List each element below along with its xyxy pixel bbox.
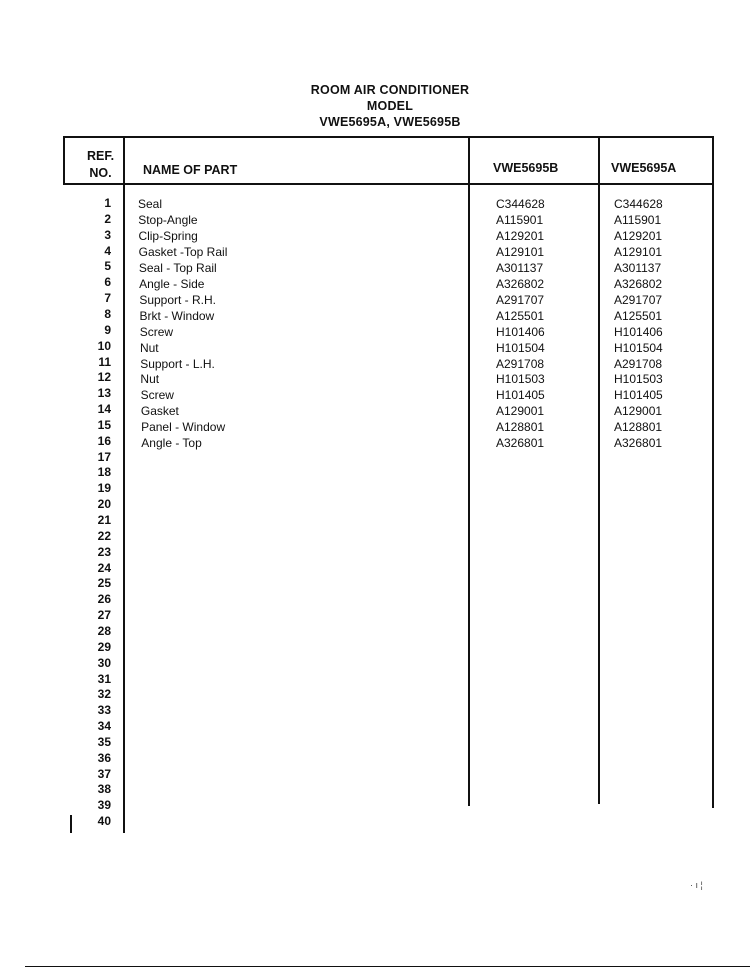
table-top-rule: [63, 136, 713, 138]
model-label: MODEL: [366, 99, 414, 113]
part-name: Support - L.H.: [140, 356, 215, 371]
part-number-vwe5695b: H101504: [496, 340, 545, 355]
part-number-vwe5695b: A291708: [496, 356, 545, 371]
ref-number: 26: [97, 592, 111, 607]
part-number-vwe5695a: A125501: [614, 308, 663, 323]
part-number-vwe5695a: A115901: [614, 212, 662, 227]
ref-number: 4: [104, 243, 111, 258]
name-column-divider: [468, 136, 470, 806]
part-number-vwe5695b: A326802: [496, 276, 545, 291]
ref-number: 17: [97, 449, 111, 464]
ref-number: 35: [97, 734, 111, 749]
ref-number: 8: [104, 306, 111, 321]
left-border: [63, 136, 65, 184]
ref-number: 36: [97, 750, 111, 765]
header-bottom-rule: [63, 183, 713, 185]
part-number-vwe5695a: H101406: [614, 324, 663, 339]
ref-number: 2: [104, 211, 111, 226]
part-name: Angle - Side: [139, 276, 205, 291]
ref-header-line1: REF.: [86, 149, 115, 163]
part-name: Seal - Top Rail: [138, 260, 217, 275]
model-numbers: VWE5695A, VWE5695B: [319, 115, 461, 129]
part-number-vwe5695a: H101405: [614, 388, 663, 403]
ref-no-header: [78, 148, 123, 182]
ref-number: 5: [104, 259, 111, 274]
part-number-vwe5695a: A301137: [614, 260, 662, 275]
ref-header-line2: NO.: [89, 166, 112, 180]
part-number-vwe5695a: A291708: [614, 356, 663, 371]
ref-number: 7: [104, 291, 111, 306]
part-name: Nut: [139, 340, 159, 355]
ref-number: 11: [98, 354, 111, 369]
page-bottom-rule: [25, 966, 750, 967]
ref-number: 10: [97, 338, 111, 353]
part-number-vwe5695b: A115901: [496, 212, 544, 227]
ref-number: 28: [97, 623, 111, 638]
ref-number: 19: [97, 481, 111, 496]
ref-number: 12: [97, 370, 111, 385]
document-title: ROOM AIR CONDITIONER: [310, 83, 470, 97]
ref-number: 14: [97, 402, 111, 417]
ref-number: 29: [97, 639, 111, 654]
left-border-lower: [70, 815, 72, 833]
part-number-vwe5695a: A326801: [614, 436, 663, 451]
ref-number: 37: [97, 766, 111, 781]
part-number-vwe5695b: H101503: [496, 372, 545, 387]
part-number-vwe5695a: A291707: [614, 292, 663, 307]
ref-number: 32: [97, 687, 111, 702]
ref-number: 27: [97, 608, 111, 623]
part-number-vwe5695b: A129201: [496, 228, 545, 243]
title-block: [240, 82, 540, 130]
part-number-vwe5695a: A129001: [614, 404, 663, 419]
part-name: Nut: [140, 372, 160, 387]
ref-number: 9: [104, 322, 111, 337]
part-name: Clip-Spring: [138, 228, 198, 243]
part-name: Gasket: [140, 404, 179, 419]
ref-number: 31: [97, 671, 111, 686]
part-number-vwe5695a: H101503: [614, 372, 663, 387]
part-number-vwe5695a: A129201: [614, 228, 663, 243]
col-b-header: VWE5695B: [493, 161, 559, 175]
ref-number: 33: [97, 703, 111, 718]
ref-number: 30: [97, 655, 111, 670]
part-number-vwe5695b: C344628: [496, 197, 545, 211]
part-number-vwe5695b: A326801: [496, 436, 545, 451]
part-name: Screw: [140, 388, 174, 403]
scan-mark: · ı ¦: [690, 880, 703, 890]
part-name: Gasket -Top Rail: [138, 244, 228, 259]
part-number-vwe5695b: H101406: [496, 324, 545, 339]
part-number-vwe5695b: H101405: [496, 388, 545, 403]
part-number-vwe5695a: A128801: [614, 420, 663, 435]
part-name: Stop-Angle: [138, 212, 198, 227]
ref-number: 15: [97, 417, 111, 432]
part-name: Angle - Top: [141, 436, 202, 451]
ref-number: 16: [97, 433, 111, 448]
part-number-vwe5695a: A326802: [614, 276, 663, 291]
ref-number: 3: [104, 227, 111, 242]
ref-number: 34: [97, 719, 111, 734]
ref-number: 25: [97, 576, 111, 591]
part-name: Panel - Window: [141, 420, 226, 435]
col-b-divider: [598, 136, 600, 804]
part-number-vwe5695b: A125501: [496, 308, 545, 323]
ref-number: 23: [97, 544, 111, 559]
col-a-header: VWE5695A: [611, 161, 677, 175]
part-name: Screw: [139, 324, 174, 339]
ref-number: 22: [97, 528, 111, 543]
part-number-vwe5695b: A129001: [496, 404, 545, 419]
part-name: Seal: [138, 197, 163, 211]
ref-column-divider: [123, 136, 125, 833]
ref-number: 38: [97, 782, 111, 797]
part-number-vwe5695a: C344628: [614, 197, 663, 211]
ref-number: 18: [97, 465, 111, 480]
ref-number: 24: [97, 560, 111, 575]
ref-number: 6: [104, 275, 111, 290]
ref-number: 13: [97, 386, 111, 401]
part-name: Support - R.H.: [139, 292, 217, 307]
part-number-vwe5695b: A128801: [496, 420, 545, 435]
ref-number: 1: [104, 196, 111, 210]
ref-number: 39: [97, 798, 111, 813]
name-of-part-header: NAME OF PART: [143, 163, 238, 177]
part-number-vwe5695b: A291707: [496, 292, 545, 307]
ref-number: 21: [97, 513, 111, 527]
ref-number: 20: [97, 497, 111, 512]
part-number-vwe5695a: H101504: [614, 340, 663, 355]
right-border: [712, 136, 714, 808]
ref-number: 40: [97, 814, 111, 829]
part-name: Brkt - Window: [139, 308, 215, 323]
part-number-vwe5695a: A129101: [614, 244, 663, 259]
part-number-vwe5695b: A301137: [496, 260, 544, 275]
part-number-vwe5695b: A129101: [496, 244, 545, 259]
